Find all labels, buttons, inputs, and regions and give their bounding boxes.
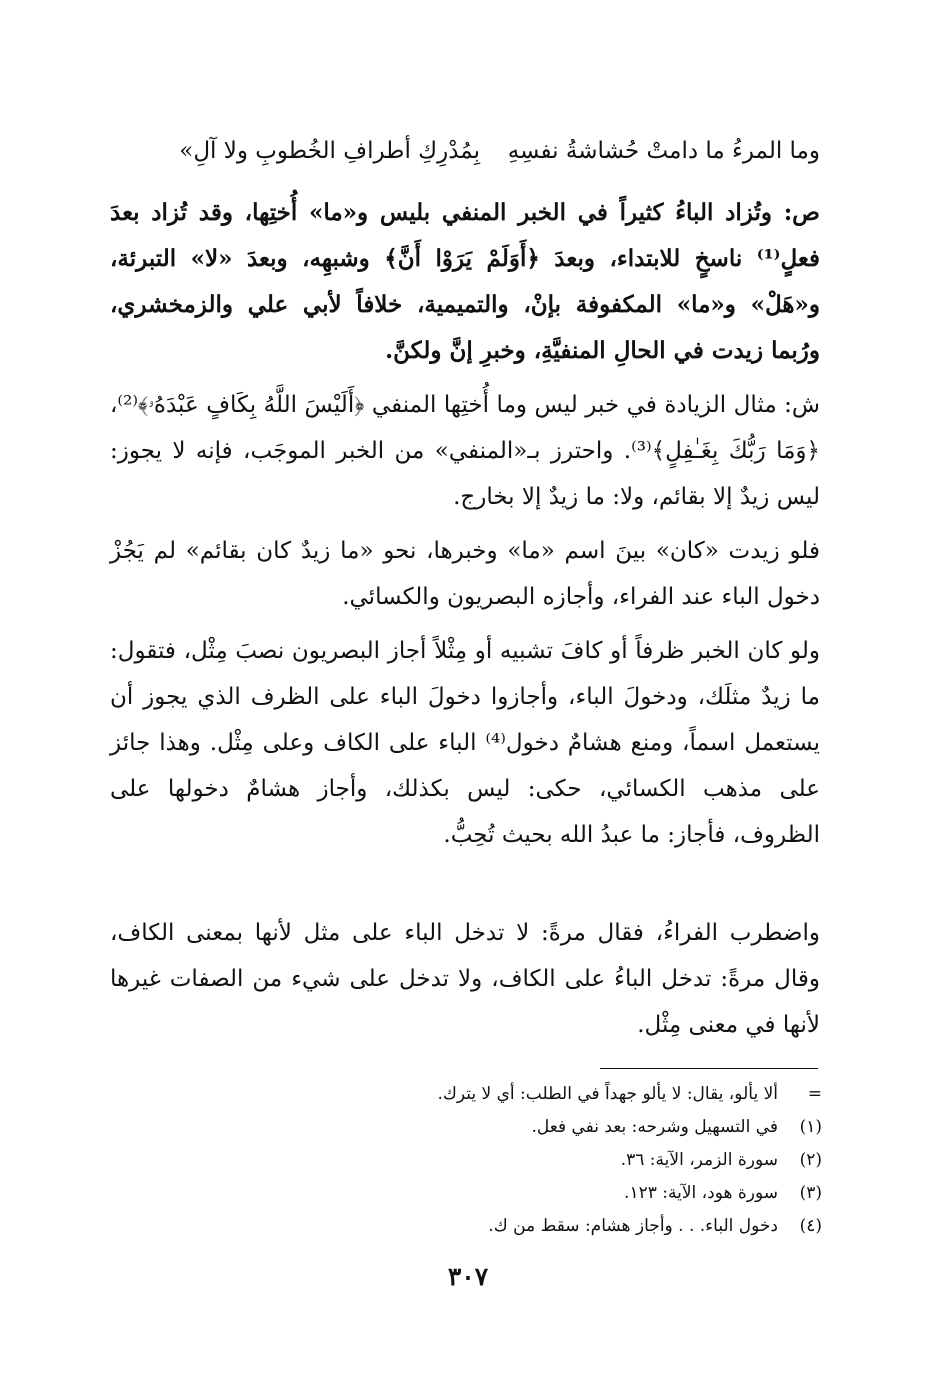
footnote-number: (٢) [799, 1150, 822, 1170]
footnote-item [300, 1177, 822, 1210]
paragraph-shin-commentary [110, 382, 820, 520]
footnote-text: في التسهيل وشرحه: بعد نفي فعل. [531, 1117, 778, 1137]
footnote-item [300, 1111, 822, 1144]
paragraph: فلو زيدت «كان» بينَ اسم «ما» وخبرها، نحو «ما زيدٌ كان بقائم» لم يَجُزْ دخول الباء عند الفراء، وأجازه البصريون والكسائي. [110, 538, 820, 610]
verse-hemistich-second: بِمُدْرِكِ أطرافِ الخُطوبِ ولا آلِ» [179, 138, 480, 164]
verse-hemistich-first: وما المرءُ ما دامتْ حُشاشةُ نفسِهِ [507, 138, 820, 164]
footnote-number: (٣) [799, 1183, 822, 1203]
paragraph: ش: مثال الزيادة في خبر ليس وما أُختِها المنفي ﴿أَلَيْسَ اللَّهُ بِكَافٍ عَبْدَهُۥ﴾⁽²⁾، ﴿وَمَا رَبُّكَ بِغَـٰفِلٍ﴾⁽³⁾. واحترز بـ«المنفي» من الخبر الموجَب، فإنه لا يجوز: ليس زيدٌ إلا بقائم، ولا: ما زيدٌ إلا بخارج. [110, 392, 820, 510]
footnote-text: سورة الزمر، الآية: ٣٦. [620, 1150, 778, 1170]
paragraph-zarf-kaf-mithl [110, 628, 820, 858]
footnote-number: (١) [799, 1117, 822, 1137]
footnotes [300, 1078, 822, 1243]
paragraph: ص: وتُزاد الباءُ كثيراً في الخبر المنفي بليس و«ما» أُختِها، وقد تُزاد بعدَ فعلٍ⁽¹⁾ ناسخٍ للابتداء، وبعدَ ﴿أَوَلَمْ يَرَوْا أَنَّ﴾ وشبهِه، وبعدَ «لا» التبرئة، و«هَلْ» و«ما» المكفوفة بإنْ، والتميمية، خلافاً لأبي علي والزمخشري، ورُبما زيدت في الحالِ المنفيَّةِ، وخبرِ إنَّ ولكنَّ. [110, 199, 820, 364]
footnote-text: ألا يألو، يقال: لا يألو جهداً في الطلب: أي لا يترك. [437, 1084, 778, 1104]
footnote-separator [600, 1068, 818, 1069]
footnote-number: = [807, 1084, 822, 1104]
page-number: ٣٠٧ [447, 1262, 489, 1291]
paragraph: واضطرب الفراءُ، فقال مرةً: لا تدخل الباء على مثل لأنها بمعنى الكاف، وقال مرةً: تدخل الباءُ على الكاف، ولا تدخل على شيء من الصفات غيرها لأنها في معنى مِثْل. [110, 920, 820, 1038]
footnote-item [300, 1144, 822, 1177]
footnote-number: (٤) [799, 1216, 822, 1236]
poetry-verse [140, 128, 820, 174]
footnote-item [300, 1210, 822, 1243]
paragraph-farra-opinion [110, 910, 820, 1048]
footnote-text: دخول الباء. . . وأجاز هشام: سقط من ك. [488, 1216, 778, 1236]
footnote-item [300, 1078, 822, 1111]
paragraph: ولو كان الخبر ظرفاً أو كافَ تشبيه أو مِثْلاً أجاز البصريون نصبَ مِثْل، فتقول: ما زيدٌ مثلَك، ودخولَ الباء، وأجازوا دخولَ الباء على الظرف الذي يجوز أن يستعمل اسماً، ومنع هشامٌ دخول⁽⁴⁾ الباء على الكاف وعلى مِثْل. وهذا جائز على مذهب الكسائي، حكى: ليس بكذلك، وأجاز هشامٌ دخولها على الظروف، فأجاز: ما عبدُ الله بحيث تُحِبُّ. [110, 638, 820, 848]
paragraph-sad-text [110, 190, 820, 374]
paragraph-kana-insertion [110, 528, 820, 620]
footnote-text: سورة هود، الآية: ١٢٣. [624, 1183, 778, 1203]
